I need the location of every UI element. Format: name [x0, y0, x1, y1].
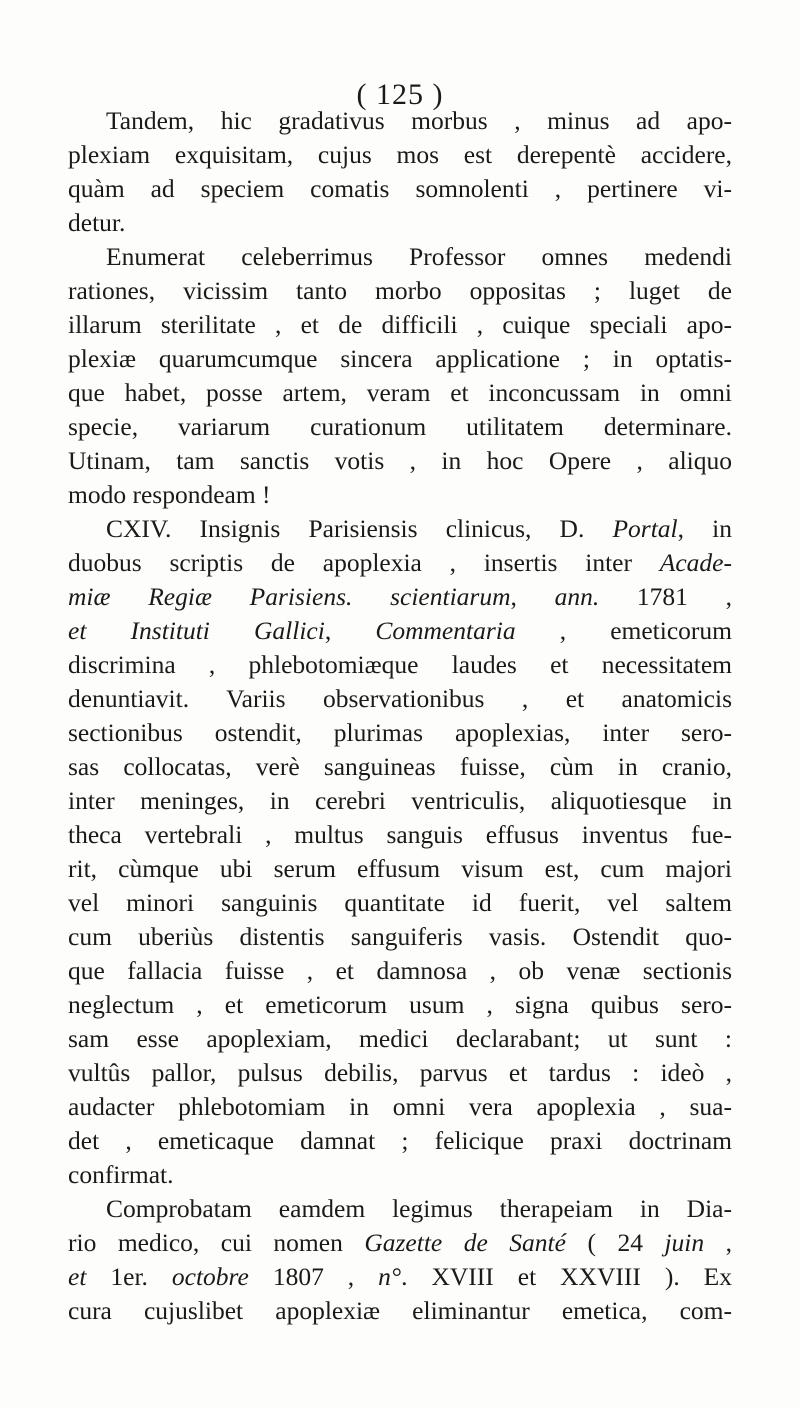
line-text: theca vertebrali , multus sanguis effusus inventus fue-: [68, 820, 732, 849]
text-line: [68, 886, 732, 920]
citation-text: ann.: [554, 582, 600, 611]
line-text: confirmat.: [68, 1160, 174, 1189]
citation-text: Acade-: [659, 548, 732, 577]
line-text: CXIV. Insignis Parisiensis clinicus, D.: [106, 514, 613, 543]
journal-title: Gazette de Santé: [364, 1228, 566, 1257]
text-line: [68, 648, 732, 682]
line-text: sam esse apoplexiam, medici declarabant; ut sunt :: [68, 1024, 732, 1053]
text-line: [68, 920, 732, 954]
text-line: [68, 172, 732, 206]
line-text: duobus scriptis de apoplexia , insertis inter: [68, 548, 660, 577]
line-text: 1er.: [86, 1262, 172, 1291]
line-text: rationes, vicissim tanto morbo oppositas ; luget de: [68, 276, 732, 305]
line-text: cum uberiùs distentis sanguiferis vasis. Ostendit quo-: [68, 922, 732, 951]
line-text: , in: [677, 514, 732, 543]
line-text: ,: [510, 582, 555, 611]
line-text: ( 24: [565, 1228, 665, 1257]
line-text: specie, variarum curationum utilitatem determinare.: [68, 412, 732, 441]
text-line: [68, 1294, 732, 1328]
line-text: Comprobatam eamdem legimus therapeiam in Dia-: [106, 1194, 732, 1223]
line-text: 1807 ,: [248, 1262, 379, 1291]
line-text: que habet, posse artem, veram et inconcussam in omni: [68, 378, 732, 407]
line-text: det , emeticaque damnat ; felicique praxi doctrinam: [68, 1126, 732, 1155]
text-line: [68, 1056, 732, 1090]
text-line: [68, 784, 732, 818]
line-text: rio medico, cui nomen: [68, 1228, 365, 1257]
text-line: [68, 682, 732, 716]
text-line: [68, 716, 732, 750]
line-text: ,: [324, 616, 376, 645]
text-line: [106, 240, 732, 274]
text-line: [68, 308, 732, 342]
line-text: vel minori sanguinis quantitate id fuerit, vel saltem: [68, 888, 732, 917]
text-line: [68, 1090, 732, 1124]
date-text: juin: [664, 1228, 705, 1257]
text-line: [68, 1226, 732, 1260]
citation-text: et Instituti Gallici: [68, 616, 325, 645]
line-text: modo respondeam !: [68, 480, 271, 509]
text-line: [68, 818, 732, 852]
line-text: neglectum , et emeticorum usum , signa quibus sero-: [68, 990, 732, 1019]
text-line: [106, 512, 732, 546]
line-text: vultûs pallor, pulsus debilis, parvus et tardus : ideò ,: [68, 1058, 732, 1087]
line-text: 1781 ,: [599, 582, 733, 611]
line-text: , emeticorum: [515, 616, 732, 645]
line-text: detur.: [68, 208, 126, 237]
line-text: sas collocatas, verè sanguineas fuisse, cùm in cranio,: [68, 752, 732, 781]
text-line: [68, 1124, 732, 1158]
text-line: [68, 750, 732, 784]
line-text: audacter phlebotomiam in omni vera apoplexia , sua-: [68, 1092, 732, 1121]
text-line: [68, 614, 732, 648]
text-line: [68, 138, 732, 172]
text-line: [68, 444, 732, 478]
line-text: . XVIII et XXVIII ). Ex: [401, 1262, 732, 1291]
date-text: octobre: [171, 1262, 249, 1291]
text-line: [68, 546, 732, 580]
text-line: [68, 478, 732, 512]
line-text: cura cujuslibet apoplexiæ eliminantur emetica, com-: [68, 1296, 732, 1325]
line-text: Utinam, tam sanctis votis , in hoc Opere , aliquo: [68, 446, 732, 475]
text-line: [68, 1158, 732, 1192]
line-text: plexiæ quarumcumque sincera applicatione ; in optatis-: [68, 344, 732, 373]
citation-text: miæ Regiæ Parisiens. scientiarum: [68, 582, 511, 611]
line-text: ,: [704, 1228, 732, 1257]
text-line: [106, 104, 732, 138]
text-line: [68, 988, 732, 1022]
text-line: [68, 274, 732, 308]
text-line: [68, 1022, 732, 1056]
text-line: [68, 342, 732, 376]
line-text: inter meninges, in cerebri ventriculis, aliquotiesque in: [68, 786, 732, 815]
line-text: n°: [378, 1262, 402, 1291]
line-text: quàm ad speciem comatis somnolenti , pertinere vi-: [68, 174, 732, 203]
line-text: Tandem, hic gradativus morbus , minus ad apo-: [106, 106, 732, 135]
line-text: que fallacia fuisse , et damnosa , ob venæ sectionis: [68, 956, 732, 985]
text-line: [68, 580, 732, 614]
text-line: [106, 1192, 732, 1226]
text-line: [68, 1260, 732, 1294]
page-number: ( 125 ): [356, 78, 444, 111]
citation-text: Commentaria: [375, 616, 516, 645]
text-line: [68, 206, 732, 240]
author-name: Portal: [612, 514, 678, 543]
line-text: rit, cùmque ubi serum effusum visum est, cum majori: [68, 854, 732, 883]
text-line: [68, 954, 732, 988]
text-line: [68, 852, 732, 886]
line-text: sectionibus ostendit, plurimas apoplexias, inter sero-: [68, 718, 732, 747]
line-text: denuntiavit. Variis observationibus , et anatomicis: [68, 684, 732, 713]
line-text: discrimina , phlebotomiæque laudes et necessitatem: [68, 650, 732, 679]
line-text: illarum sterilitate , et de difficili , cuique speciali apo-: [68, 310, 732, 339]
line-text: plexiam exquisitam, cujus mos est derepentè accidere,: [68, 140, 732, 169]
text-line: [68, 376, 732, 410]
line-text: et: [68, 1262, 87, 1291]
text-line: [68, 410, 732, 444]
line-text: Enumerat celeberrimus Professor omnes medendi: [106, 242, 732, 271]
